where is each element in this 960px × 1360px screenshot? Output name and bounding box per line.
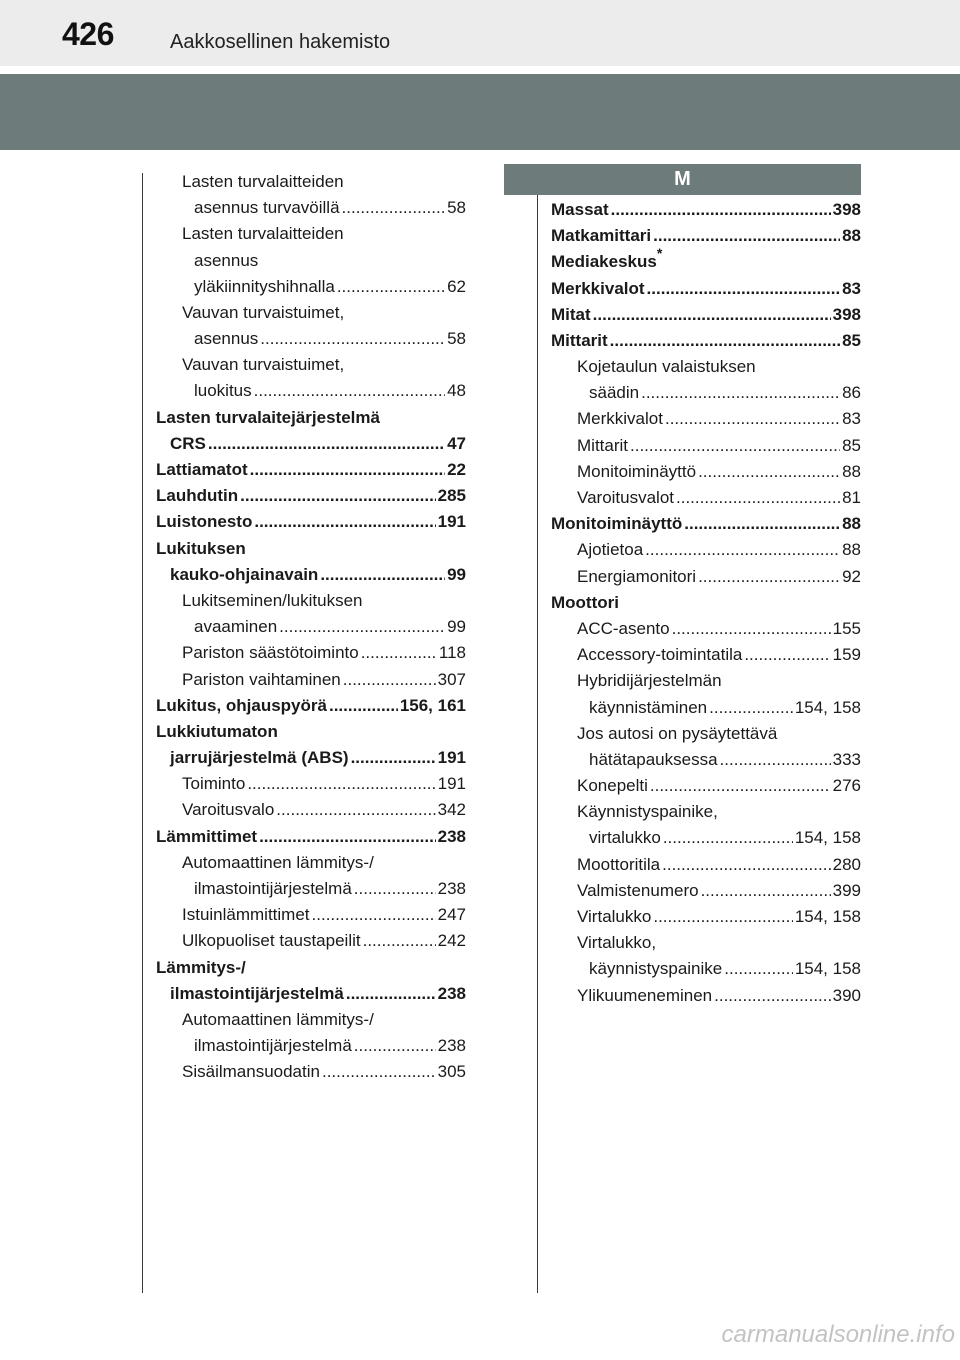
index-entry bbox=[551, 799, 861, 825]
leader-dots bbox=[720, 747, 831, 773]
index-entry bbox=[551, 930, 861, 956]
leader-dots bbox=[709, 695, 793, 721]
entry-page-number: 99 bbox=[447, 617, 466, 637]
entry-label: Lasten turvalaitteiden bbox=[182, 172, 344, 191]
entry-page-number: 398 bbox=[832, 199, 861, 219]
entry-page-number: 247 bbox=[437, 905, 466, 925]
index-entry bbox=[156, 1059, 466, 1085]
entry-page-number: 58 bbox=[447, 198, 466, 218]
index-entry bbox=[551, 459, 861, 485]
entry-page-number: 398 bbox=[832, 304, 861, 324]
index-entry bbox=[156, 248, 466, 274]
index-entry bbox=[156, 981, 466, 1007]
leader-dots bbox=[611, 197, 831, 223]
entry-label: Istuinlämmittimet bbox=[182, 905, 310, 925]
index-entry bbox=[156, 326, 466, 352]
entry-label: Monitoiminäyttö bbox=[577, 461, 697, 481]
index-entry bbox=[156, 824, 466, 850]
entry-label: Ylikuumeneminen bbox=[577, 985, 713, 1005]
entry-page-number: 333 bbox=[832, 749, 861, 769]
entry-label: Automaattinen lämmitys-/ bbox=[182, 852, 374, 872]
entry-page-number: 88 bbox=[842, 540, 861, 560]
entry-label: Pariston vaihtaminen bbox=[182, 669, 341, 689]
leader-dots bbox=[346, 981, 436, 1007]
index-column-left bbox=[156, 169, 466, 1086]
leader-dots bbox=[320, 562, 445, 588]
entry-label: Automaattinen lämmitys-/ bbox=[182, 1010, 374, 1029]
leader-dots bbox=[701, 878, 831, 904]
index-entry bbox=[156, 614, 466, 640]
index-entry bbox=[156, 509, 466, 535]
index-entry bbox=[551, 878, 861, 904]
leader-dots bbox=[662, 852, 830, 878]
entry-page-number: 92 bbox=[842, 566, 861, 586]
index-entry bbox=[156, 850, 466, 876]
entry-label: Lämmittimet bbox=[156, 826, 258, 846]
entry-page-number: 88 bbox=[842, 461, 861, 481]
entry-page-number: 238 bbox=[437, 983, 466, 1003]
entry-label: Mittarit bbox=[577, 435, 628, 455]
entry-label: Lukitseminen/lukituksen bbox=[182, 591, 363, 610]
leader-dots bbox=[645, 537, 840, 563]
entry-page-number: 22 bbox=[447, 460, 466, 480]
entry-label: Lämmitys-/ bbox=[156, 957, 246, 977]
leader-dots bbox=[250, 457, 445, 483]
entry-page-number: 88 bbox=[842, 514, 861, 534]
entry-label: käynnistäminen bbox=[589, 697, 708, 717]
index-entry bbox=[156, 588, 466, 614]
entry-label: Accessory-toimintatila bbox=[577, 645, 743, 665]
entry-page-number: 58 bbox=[447, 329, 466, 349]
index-entry bbox=[551, 564, 861, 590]
entry-page-number: 191 bbox=[437, 748, 466, 768]
leader-dots bbox=[247, 771, 435, 797]
index-entry bbox=[156, 745, 466, 771]
entry-label: Moottoritila bbox=[577, 854, 661, 874]
entry-page-number: 280 bbox=[832, 854, 861, 874]
index-entry bbox=[551, 197, 861, 223]
index-entry bbox=[156, 902, 466, 928]
index-entry bbox=[156, 562, 466, 588]
entry-label: Virtalukko bbox=[577, 907, 652, 927]
leader-dots bbox=[361, 640, 437, 666]
column-divider-left bbox=[142, 173, 143, 1293]
entry-label: Sisäilmansuodatin bbox=[182, 1062, 320, 1082]
leader-dots bbox=[354, 876, 436, 902]
leader-dots bbox=[343, 667, 436, 693]
leader-dots bbox=[276, 797, 435, 823]
index-entry bbox=[551, 852, 861, 878]
index-entry bbox=[156, 431, 466, 457]
entry-label: Valmistenumero bbox=[577, 880, 699, 900]
index-entry bbox=[551, 773, 861, 799]
index-entry bbox=[156, 379, 466, 405]
entry-label: Virtalukko, bbox=[577, 933, 657, 953]
leader-dots bbox=[653, 904, 792, 930]
page-number: 426 bbox=[62, 16, 114, 52]
entry-page-number: 85 bbox=[842, 330, 861, 350]
entry-page-number: 83 bbox=[842, 409, 861, 429]
entry-label: luokitus bbox=[194, 381, 252, 401]
index-entry bbox=[156, 771, 466, 797]
index-entry bbox=[156, 405, 466, 431]
entry-page-number: 155 bbox=[832, 618, 861, 638]
entry-page-number: 48 bbox=[447, 381, 466, 401]
entry-label: Mittarit bbox=[551, 330, 608, 350]
index-entry bbox=[551, 747, 861, 773]
index-entry bbox=[156, 352, 466, 378]
entry-page-number: 238 bbox=[437, 1036, 466, 1056]
index-column-right bbox=[551, 197, 861, 1009]
entry-label: käynnistyspainike bbox=[589, 959, 723, 979]
entry-page-number: 47 bbox=[447, 433, 466, 453]
entry-page-number: 88 bbox=[842, 226, 861, 246]
entry-page-number: 285 bbox=[437, 486, 466, 506]
entry-label: Lukkiutumaton bbox=[156, 721, 278, 741]
index-entry bbox=[551, 302, 861, 328]
entry-label: kauko-ohjainavain bbox=[170, 564, 319, 584]
index-entry bbox=[551, 328, 861, 354]
entry-page-number: 191 bbox=[437, 774, 466, 794]
entry-label: Pariston säästötoiminto bbox=[182, 643, 359, 663]
entry-page-number: 159 bbox=[832, 645, 861, 665]
entry-label: Vauvan turvaistuimet, bbox=[182, 355, 345, 375]
leader-dots bbox=[254, 509, 435, 535]
entry-label: CRS bbox=[170, 433, 206, 453]
entry-label: virtalukko bbox=[589, 828, 661, 848]
entry-label: Monitoiminäyttö bbox=[551, 514, 683, 534]
leader-dots bbox=[698, 459, 840, 485]
entry-page-number: 83 bbox=[842, 278, 861, 298]
index-entry bbox=[551, 956, 861, 982]
index-entry bbox=[156, 1007, 466, 1033]
leader-dots bbox=[672, 616, 831, 642]
entry-page-number: 390 bbox=[832, 985, 861, 1005]
entry-label: Matkamittari bbox=[551, 226, 652, 246]
entry-label: Lasten turvalaitejärjestelmä bbox=[156, 407, 380, 427]
entry-page-number: 154, 158 bbox=[794, 907, 861, 927]
entry-label: Energiamonitori bbox=[577, 566, 697, 586]
page-header bbox=[0, 0, 960, 66]
index-entry bbox=[551, 537, 861, 563]
leader-dots bbox=[322, 1059, 436, 1085]
index-entry bbox=[156, 719, 466, 745]
leader-dots bbox=[650, 773, 831, 799]
leader-dots bbox=[342, 195, 446, 221]
entry-page-number: 154, 158 bbox=[794, 697, 861, 717]
entry-label: Käynnistyspainike, bbox=[577, 802, 718, 822]
entry-label: Merkkivalot bbox=[551, 278, 645, 298]
leader-dots bbox=[337, 274, 445, 300]
index-entry bbox=[156, 483, 466, 509]
entry-label: Ajotietoa bbox=[577, 540, 644, 560]
index-entry bbox=[551, 616, 861, 642]
entry-page-number: 154, 158 bbox=[794, 959, 861, 979]
index-entry bbox=[156, 536, 466, 562]
leader-dots bbox=[351, 745, 436, 771]
entry-label: Toiminto bbox=[182, 774, 246, 794]
leader-dots bbox=[714, 983, 830, 1009]
entry-page-number: 85 bbox=[842, 435, 861, 455]
leader-dots bbox=[354, 1033, 436, 1059]
watermark: carmanualsonline.info bbox=[721, 1321, 955, 1348]
entry-label: Vauvan turvaistuimet, bbox=[182, 302, 345, 322]
leader-dots bbox=[254, 378, 445, 404]
column-divider-right bbox=[537, 173, 538, 1293]
entry-label: Mediakeskus bbox=[551, 252, 657, 272]
entry-page-number: 242 bbox=[437, 931, 466, 951]
index-entry bbox=[551, 433, 861, 459]
page-title: Aakkosellinen hakemisto bbox=[170, 31, 391, 53]
leader-dots bbox=[698, 564, 840, 590]
entry-page-number: 276 bbox=[832, 776, 861, 796]
index-entry bbox=[551, 245, 861, 275]
leader-dots bbox=[653, 223, 840, 249]
entry-label: ilmastointijärjestelmä bbox=[194, 879, 352, 899]
index-entry bbox=[156, 221, 466, 247]
entry-page-number: 62 bbox=[447, 276, 466, 296]
index-entry bbox=[156, 640, 466, 666]
index-entry bbox=[551, 485, 861, 511]
leader-dots bbox=[363, 928, 436, 954]
index-entry bbox=[551, 276, 861, 302]
index-entry bbox=[156, 195, 466, 221]
entry-label: ilmastointijärjestelmä bbox=[170, 983, 344, 1003]
entry-label: Lukituksen bbox=[156, 538, 246, 558]
entry-label: jarrujärjestelmä (ABS) bbox=[170, 748, 349, 768]
entry-label: Massat bbox=[551, 199, 609, 219]
entry-page-number: 81 bbox=[842, 488, 861, 508]
entry-label: Hybridijärjestelmän bbox=[577, 671, 722, 691]
entry-label: avaaminen bbox=[194, 617, 278, 637]
entry-label: Luistonesto bbox=[156, 512, 253, 532]
index-entry bbox=[156, 693, 466, 719]
leader-dots bbox=[676, 485, 840, 511]
leader-dots bbox=[208, 431, 445, 457]
index-entry bbox=[551, 380, 861, 406]
leader-dots bbox=[240, 483, 435, 509]
entry-page-number: 99 bbox=[447, 564, 466, 584]
entry-label: Varoitusvalo bbox=[182, 800, 275, 820]
leader-dots bbox=[663, 825, 793, 851]
index-entry bbox=[156, 955, 466, 981]
index-entry bbox=[156, 876, 466, 902]
index-entry bbox=[156, 457, 466, 483]
entry-label: hätätapauksessa bbox=[589, 749, 718, 769]
index-entry bbox=[551, 983, 861, 1009]
leader-dots bbox=[641, 380, 840, 406]
entry-label: Lukitus, ohjauspyörä bbox=[156, 695, 327, 715]
index-entry bbox=[551, 354, 861, 380]
entry-page-number: 154, 158 bbox=[794, 828, 861, 848]
leader-dots bbox=[260, 326, 445, 352]
entry-label: Ulkopuoliset taustapeilit bbox=[182, 931, 361, 951]
leader-dots bbox=[259, 824, 436, 850]
index-entry bbox=[551, 695, 861, 721]
entry-label: Lauhdutin bbox=[156, 486, 239, 506]
index-entry bbox=[551, 407, 861, 433]
entry-page-number: 342 bbox=[437, 800, 466, 820]
section-letter-header: M bbox=[504, 164, 861, 195]
leader-dots bbox=[329, 693, 398, 719]
entry-page-number: 307 bbox=[437, 669, 466, 689]
entry-label: Jos autosi on pysäytettävä bbox=[577, 723, 778, 743]
entry-page-number: 156, 161 bbox=[399, 695, 466, 715]
index-entry bbox=[156, 1033, 466, 1059]
leader-dots bbox=[665, 406, 840, 432]
leader-dots bbox=[279, 614, 445, 640]
index-entry bbox=[551, 223, 861, 249]
leader-dots bbox=[312, 902, 436, 928]
entry-label: Konepelti bbox=[577, 776, 648, 796]
entry-label: asennus bbox=[194, 329, 259, 349]
leader-dots bbox=[744, 642, 830, 668]
entry-page-number: 238 bbox=[437, 879, 466, 899]
index-entry bbox=[551, 668, 861, 694]
entry-label: Merkkivalot bbox=[577, 409, 663, 429]
leader-dots bbox=[610, 328, 840, 354]
index-entry bbox=[551, 904, 861, 930]
leader-dots bbox=[684, 511, 840, 537]
index-entry bbox=[156, 798, 466, 824]
entry-label: asennus turvavöillä bbox=[194, 198, 340, 218]
index-entry bbox=[551, 642, 861, 668]
index-entry bbox=[156, 300, 466, 326]
entry-label: Lasten turvalaitteiden bbox=[182, 224, 344, 244]
index-entry bbox=[551, 721, 861, 747]
entry-label: Varoitusvalot bbox=[577, 488, 675, 508]
entry-page-number: 86 bbox=[842, 383, 861, 403]
index-entry bbox=[551, 590, 861, 616]
entry-label: Mitat bbox=[551, 304, 591, 324]
index-entry bbox=[156, 667, 466, 693]
entry-label: säädin bbox=[589, 383, 640, 403]
entry-label: ACC-asento bbox=[577, 618, 670, 638]
entry-label: Lattiamatot bbox=[156, 460, 248, 480]
leader-dots bbox=[724, 956, 793, 982]
entry-label: Moottori bbox=[551, 592, 619, 612]
index-entry bbox=[551, 826, 861, 852]
entry-page-number: 399 bbox=[832, 880, 861, 900]
entry-label: Kojetaulun valaistuksen bbox=[577, 357, 756, 377]
entry-label: yläkiinnityshihnalla bbox=[194, 276, 335, 296]
leader-dots bbox=[593, 302, 831, 328]
index-entry bbox=[156, 274, 466, 300]
index-entry bbox=[551, 511, 861, 537]
entry-page-number: 118 bbox=[438, 643, 466, 663]
leader-dots bbox=[647, 276, 841, 302]
entry-label: ilmastointijärjestelmä bbox=[194, 1036, 352, 1056]
entry-page-number: 305 bbox=[437, 1062, 466, 1082]
entry-page-number: 191 bbox=[437, 512, 466, 532]
entry-label: asennus bbox=[194, 250, 259, 270]
index-entry bbox=[156, 928, 466, 954]
index-entry bbox=[156, 169, 466, 195]
footnote-marker: * bbox=[656, 245, 663, 262]
entry-page-number: 238 bbox=[437, 826, 466, 846]
header-band bbox=[0, 74, 960, 150]
leader-dots bbox=[630, 433, 840, 459]
